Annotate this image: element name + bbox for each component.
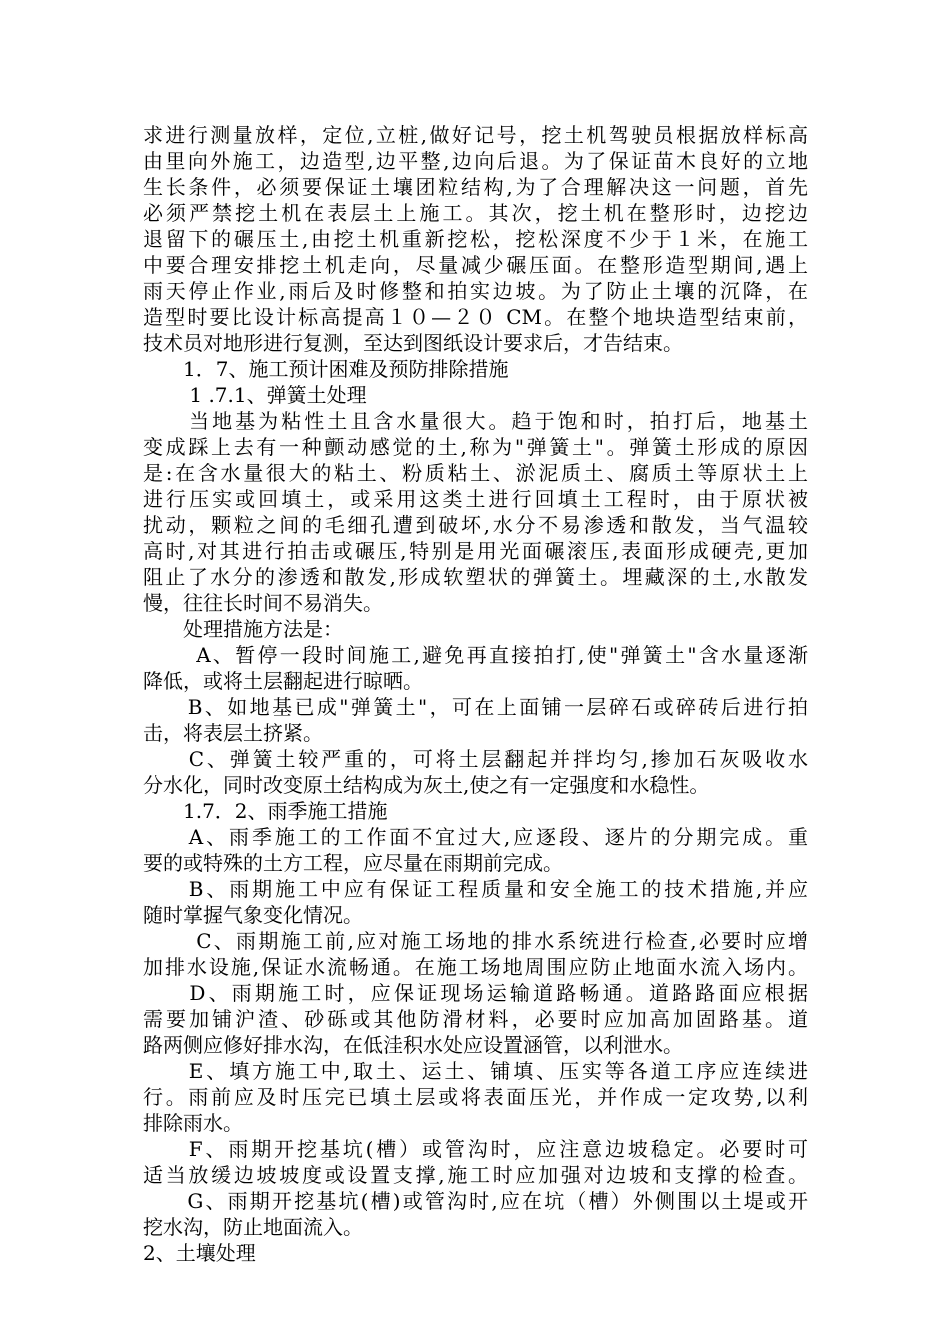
text-line-39: 排除雨水。: [143, 1111, 243, 1135]
text-line-23: B、如地基已成"弹簧土"，可在上面铺一层碎石或碎砖后进行拍: [143, 695, 808, 719]
text-line-5: 退留下的碾压土,由挖土机重新挖松，挖松深度不少于１米，在施工: [143, 227, 808, 251]
text-line-24: 击，将表层土挤紧。: [143, 721, 323, 745]
text-line-26: 分水化，同时改变原土结构成为灰土,使之有一定强度和水稳性。: [143, 773, 710, 797]
text-line-7: 雨天停止作业,雨后及时修整和拍实边坡。为了防止土壤的沉降，在: [143, 279, 808, 303]
subsection-heading-1-7-1: 1 .7.1、弹簧土处理: [143, 383, 367, 407]
text-line-12: 当地基为粘性土且含水量很大。趋于饱和时，拍打后，地基土: [143, 409, 808, 433]
text-line-31: 随时掌握气象变化情况。: [143, 903, 363, 927]
text-line-28: A、雨季施工的工作面不宜过大,应逐段、逐片的分期完成。重: [143, 825, 808, 849]
text-line-3: 生长条件，必须要保证土壤团粒结构,为了合理解决这一问题，首先: [143, 175, 808, 199]
text-line-33: 加排水设施,保证水流畅通。在施工场地周围应防止地面水流入场内。: [143, 955, 808, 979]
text-line-34: D、雨期施工时，应保证现场运输道路畅通。道路路面应根据: [143, 981, 808, 1005]
text-line-4: 必须严禁挖土机在表层土上施工。其次，挖土机在整形时，边挖边: [143, 201, 808, 225]
text-line-36: 路两侧应修好排水沟，在低洼积水处应设置涵管，以利泄水。: [143, 1033, 683, 1057]
text-line-2: 由里向外施工，边造型,边平整,边向后退。为了保证苗木良好的立地: [143, 149, 808, 173]
text-line-37: E、填方施工中,取土、运土、铺填、压实等各道工序应连续进: [143, 1059, 808, 1083]
subsection-heading-1-7-2: 1.7．2、雨季施工措施: [143, 799, 388, 823]
text-line-8: 造型时要比设计标高提高１０—２０ CM。在整个地块造型结束前，: [143, 305, 808, 329]
text-line-17: 高时,对其进行拍击或碾压,特别是用光面碾滚压,表面形成硬壳,更加: [143, 539, 808, 563]
text-line-25: C、弹簧土较严重的，可将土层翻起并拌均匀,掺加石灰吸收水: [143, 747, 808, 771]
text-line-20: 处理措施方法是：: [143, 617, 343, 641]
section-heading-1-7: 1．7、施工预计困难及预防排除措施: [143, 357, 509, 381]
section-heading-2: 2、土壤处理: [143, 1241, 256, 1265]
text-line-18: 阻止了水分的渗透和散发,形成软塑状的弹簧土。埋藏深的土,水散发: [143, 565, 808, 589]
text-line-15: 进行压实或回填土，或采用这类土进行回填土工程时，由于原状被: [143, 487, 808, 511]
text-line-6: 中要合理安排挖土机走向，尽量减少碾压面。在整形造型期间,遇上: [143, 253, 808, 277]
text-line-1: 求进行测量放样，定位,立桩,做好记号，挖土机驾驶员根据放样标高: [143, 123, 808, 147]
text-line-38: 行。雨前应及时压完已填土层或将表面压光，并作成一定攻势,以利: [143, 1085, 808, 1109]
text-line-40: F、雨期开挖基坑(槽）或管沟时，应注意边坡稳定。必要时可: [143, 1137, 808, 1161]
text-line-9: 技术员对地形进行复测，至达到图纸设计要求后，才告结束。: [143, 331, 683, 355]
text-line-19: 慢，往往长时间不易消失。: [143, 591, 383, 615]
text-line-29: 要的或特殊的土方工程，应尽量在雨期前完成。: [143, 851, 563, 875]
text-line-35: 需要加铺沪渣、砂砾或其他防滑材料，必要时应加高加固路基。道: [143, 1007, 808, 1031]
text-line-32: C、雨期施工前,应对施工场地的排水系统进行检查,必要时应增: [143, 929, 808, 953]
text-line-41: 适当放缓边坡坡度或设置支撑,施工时应加强对边坡和支撑的检查。: [143, 1163, 808, 1187]
text-line-43: 挖水沟，防止地面流入。: [143, 1215, 363, 1239]
text-line-13: 变成踩上去有一种颤动感觉的土,称为"弹簧土"。弹簧土形成的原因: [143, 435, 808, 459]
text-line-22: 降低，或将土层翻起进行晾晒。: [143, 669, 423, 693]
text-line-21: A、暂停一段时间施工,避免再直接拍打,使"弹簧土"含水量逐渐: [143, 643, 808, 667]
text-line-14: 是:在含水量很大的粘土、粉质粘土、淤泥质土、腐质土等原状土上: [143, 461, 808, 485]
text-line-30: B、雨期施工中应有保证工程质量和安全施工的技术措施,并应: [143, 877, 808, 901]
text-line-16: 扰动，颗粒之间的毛细孔遭到破坏,水分不易渗透和散发，当气温较: [143, 513, 808, 537]
text-line-42: G、雨期开挖基坑(槽)或管沟时,应在坑（槽）外侧围以土堤或开: [143, 1189, 808, 1213]
